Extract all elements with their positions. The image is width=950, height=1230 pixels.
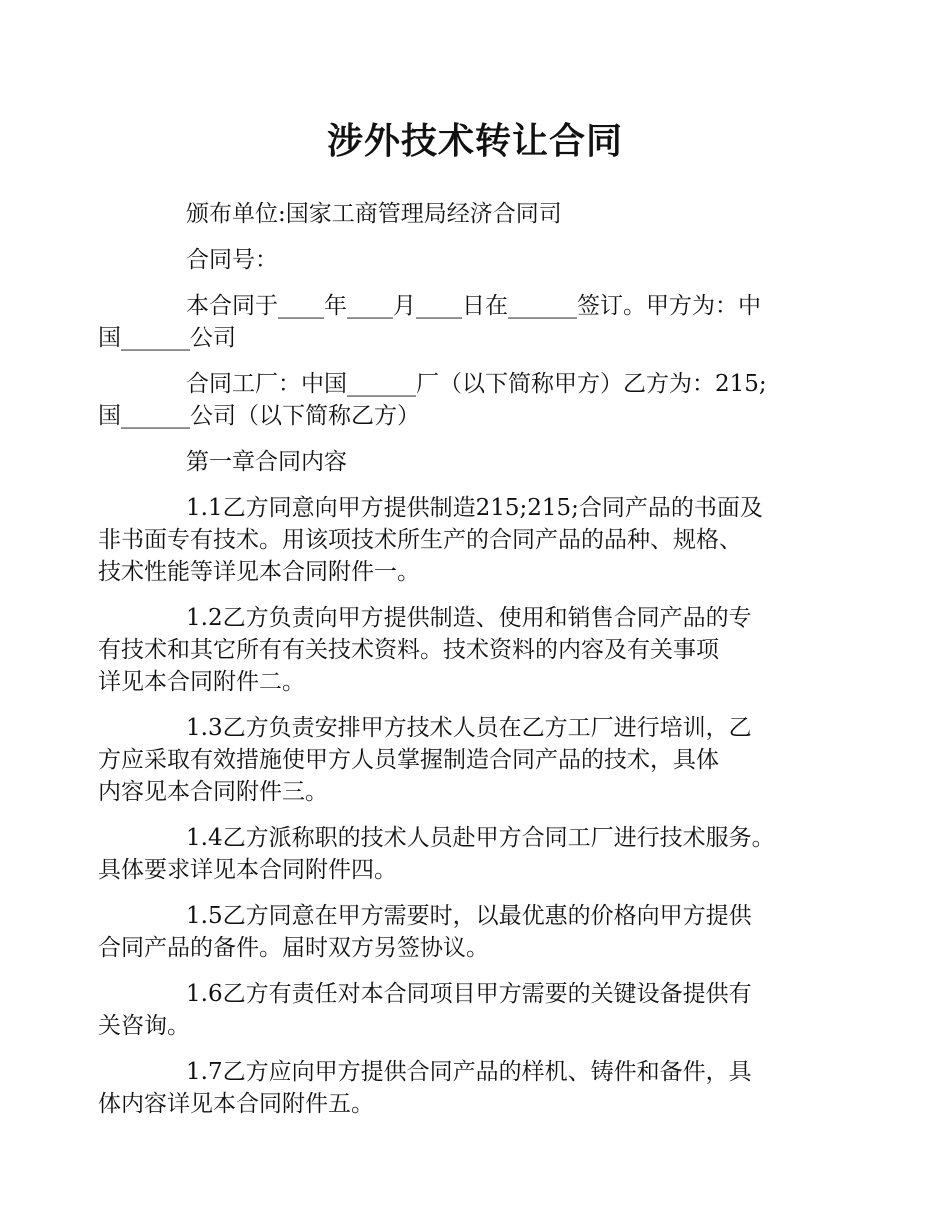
paragraph-signing-info	[98, 290, 832, 354]
paragraph-line: 本合同于____年____月____日在______签订。甲方为：中	[186, 293, 761, 319]
paragraph-line: 体内容详见本合同附件五。	[98, 1091, 374, 1117]
paragraph-line: 1.5乙方同意在甲方需要时，以最优惠的价格向甲方提供	[186, 903, 752, 929]
paragraph-line: 第一章合同内容	[186, 449, 347, 475]
paragraph-line: 内容见本合同附件三。	[98, 779, 328, 805]
paragraph-line: 具体要求详见本合同附件四。	[98, 857, 397, 883]
paragraph-line: 方应采取有效措施使甲方人员掌握制造合同产品的技术，具体	[98, 747, 719, 773]
paragraph-line: 国______公司	[98, 325, 236, 351]
clause-1-5	[98, 900, 832, 964]
paragraph-line: 合同号：	[186, 247, 278, 273]
paragraph-line: 1.3乙方负责安排甲方技术人员在乙方工厂进行培训，乙	[186, 715, 752, 741]
paragraph-line: 1.7乙方应向甲方提供合同产品的样机、铸件和备件，具	[186, 1059, 752, 1085]
paragraph-line: 1.2乙方负责向甲方提供制造、使用和销售合同产品的专	[186, 605, 752, 631]
clause-1-2	[98, 602, 832, 698]
document-body	[98, 198, 832, 1134]
paragraph-contract-number	[142, 244, 832, 276]
paragraph-line: 1.6乙方有责任对本合同项目甲方需要的关键设备提供有	[186, 981, 752, 1007]
paragraph-parties	[98, 368, 832, 432]
paragraph-line: 1.4乙方派称职的技术人员赴甲方合同工厂进行技术服务。	[186, 825, 775, 851]
paragraph-line: 非书面专有技术。用该项技术所生产的合同产品的品种、规格、	[98, 527, 742, 553]
paragraph-line: 合同工厂：中国______厂（以下简称甲方）乙方为：215;	[186, 371, 767, 397]
paragraph-line: 颁布单位:国家工商管理局经济合同司	[186, 201, 562, 227]
clause-1-3	[98, 712, 832, 808]
clause-1-4	[98, 822, 832, 886]
paragraph-line: 关咨询。	[98, 1013, 190, 1039]
paragraph-issuer	[142, 198, 832, 230]
paragraph-line: 技术性能等详见本合同附件一。	[98, 559, 420, 585]
chapter-heading	[142, 446, 832, 478]
clause-1-6	[98, 978, 832, 1042]
paragraph-line: 有技术和其它所有有关技术资料。技术资料的内容及有关事项	[98, 637, 719, 663]
document-title: 涉外技术转让合同	[326, 121, 623, 162]
clause-1-7	[98, 1056, 832, 1120]
paragraph-line: 国______公司（以下简称乙方）	[98, 403, 420, 429]
paragraph-line: 详见本合同附件二。	[98, 669, 305, 695]
paragraph-line: 合同产品的备件。届时双方另签协议。	[98, 935, 489, 961]
paragraph-line: 1.1乙方同意向甲方提供制造215;215;合同产品的书面及	[186, 495, 763, 521]
clause-1-1	[98, 492, 832, 588]
